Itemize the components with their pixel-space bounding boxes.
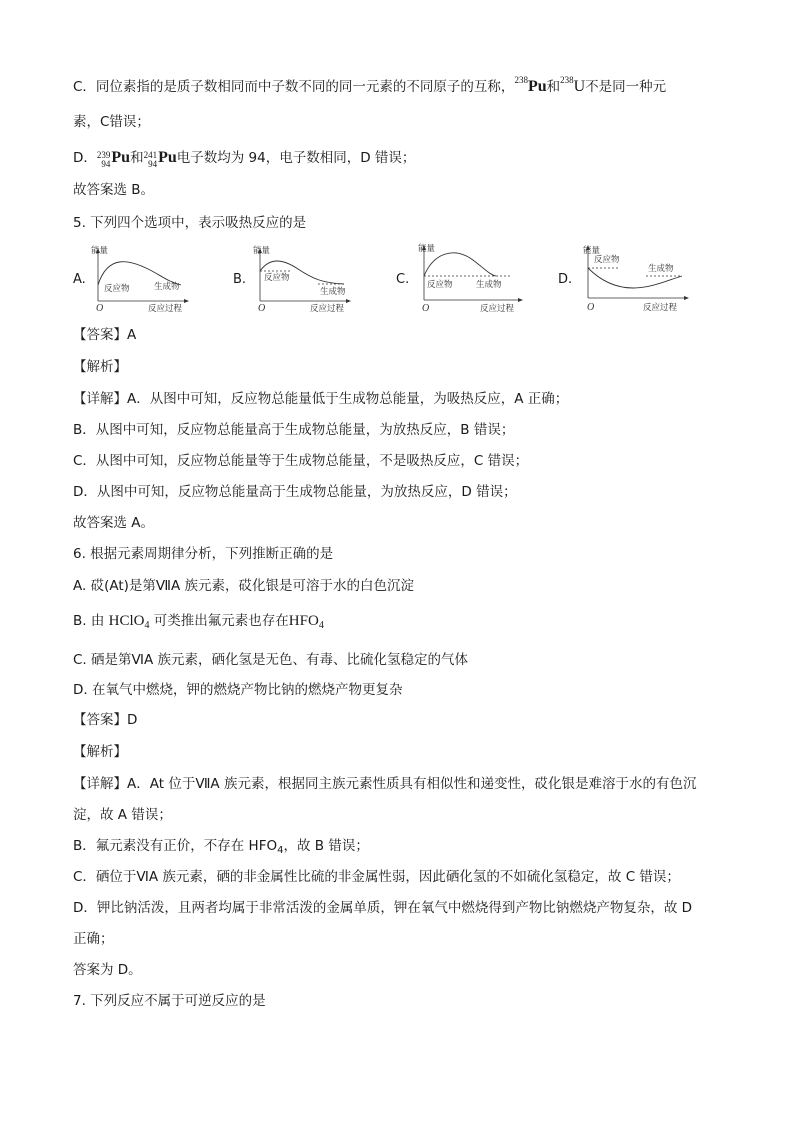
reactant-label: 反应物	[104, 284, 130, 294]
product-label: 生成物	[476, 280, 502, 290]
x-axis-label: 反应过程	[148, 304, 183, 313]
formula-hfo4: $HFO_4$	[288, 613, 324, 631]
origin-label: O	[587, 302, 595, 313]
q7-stem: 7. 下列反应不属于可逆反应的是	[73, 993, 266, 1009]
q5-detail-a: 【详解】A．从图中可知，反应物总能量低于生成物总能量，为吸热反应，A 正确；	[73, 391, 569, 407]
q6-detail-a-line1: 【详解】A．At 位于ⅦA 族元素，根据同主族元素性质具有相似性和递变性，砹化银是难溶于水的有色沉	[73, 776, 697, 792]
q6-stem: 6. 根据元素周期律分析，下列推断正确的是	[73, 546, 334, 562]
q4-option-d: D．239 94Pu和241 94Pu电子数均为 94，电子数相同，D 错误；	[73, 149, 416, 169]
y-axis-label: 能量	[253, 246, 271, 256]
q5-analysis-heading: 【解析】	[73, 359, 127, 375]
q6-detail-d-line1: D．钾比钠活泼，且两者均属于非常活泼的金属单质，钾在氧气中燃烧得到产物比钠燃烧产物复杂，故 D	[73, 900, 693, 916]
origin-label: O	[96, 303, 104, 313]
q5-option-c-letter: C.	[396, 272, 410, 287]
reactant-label: 反应物	[264, 273, 290, 283]
nuclide-pu-239: 239 94Pu	[96, 149, 131, 169]
q6-detail-d-line2: 正确；	[73, 931, 114, 947]
q5-detail-d: D．从图中可知，反应物总能量高于生成物总能量，为放热反应，D 错误；	[73, 484, 517, 500]
q6-option-b: B. 由 HClO$_4$ 可类推出氟元素也存在$HFO_4$	[73, 613, 324, 631]
formula-hclo4: HClO$_4$	[108, 613, 150, 631]
x-axis-label: 反应过程	[310, 304, 345, 313]
q6-analysis-heading: 【解析】	[73, 744, 127, 760]
product-label: 生成物	[648, 264, 674, 274]
x-axis-label: 反应过程	[480, 304, 515, 314]
x-axis-arrow	[518, 298, 523, 302]
q5-option-a-letter: A.	[73, 272, 86, 287]
q5-answer: 【答案】A	[73, 327, 137, 343]
q6-option-d: D. 在氧气中燃烧，钾的燃烧产物比钠的燃烧产物更复杂	[73, 682, 403, 698]
x-axis-arrow	[684, 296, 689, 300]
reactant-label: 反应物	[594, 255, 620, 265]
q6-option-c: C. 硒是第ⅥA 族元素，硒化氢是无色、有毒、比硫化氢稳定的气体	[73, 652, 468, 668]
q6-option-a: A. 砹(At)是第ⅦA 族元素，砹化银是可溶于水的白色沉淀	[73, 578, 415, 594]
q5-option-d-letter: D.	[558, 272, 573, 287]
q5-detail-c: C．从图中可知，反应物总能量等于生成物总能量，不是吸热反应，C 错误；	[73, 453, 529, 469]
q6-detail-b: B．氟元素没有正价，不存在 $HFO_4$，故 B 错误；	[73, 838, 369, 856]
q5-option-b-letter: B.	[233, 272, 247, 287]
q5-option-b-graph	[248, 243, 353, 313]
nuclide-pu-238: $^{238}$Pu	[514, 75, 547, 95]
product-label: 生成物	[320, 287, 346, 297]
energy-curve	[424, 253, 496, 276]
q4-conclusion: 故答案选 B。	[73, 182, 155, 198]
y-axis-label: 能量	[418, 244, 436, 254]
q4-option-c-line2: 素，C错误；	[73, 114, 150, 130]
q4-option-c-line1: C．同位素指的是质子数相同而中子数不同的同一元素的不同原子的互称，$^{238}$Pu和$^{238}$U不是同一种元	[73, 75, 667, 95]
q5-option-c-graph	[412, 240, 527, 314]
origin-label: O	[422, 303, 430, 314]
q6-detail-c: C．硒位于ⅥA 族元素，硒的非金属性比硫的非金属性弱，因此硒化氢的不如硫化氢稳定，故 C 错误；	[73, 869, 680, 885]
q5-option-a-graph	[86, 243, 191, 313]
x-axis-label: 反应过程	[643, 303, 678, 313]
q5-conclusion: 故答案选 A。	[73, 515, 155, 531]
y-axis-label: 能量	[583, 246, 601, 256]
q6-detail-a-line2: 淀，故 A 错误；	[73, 807, 172, 823]
reactant-label: 反应物	[427, 280, 453, 290]
nuclide-pu-241: 241 94Pu	[143, 149, 177, 169]
q6-answer: 【答案】D	[73, 712, 138, 728]
x-axis-arrow	[346, 299, 351, 303]
q5-option-d-graph	[578, 240, 693, 314]
origin-label: O	[258, 303, 266, 313]
y-axis-label: 能量	[91, 246, 109, 256]
q4-c-text: C．同位素指的是质子数相同而中子数不同的同一元素的不同原子的互称，	[73, 79, 515, 95]
q5-detail-b: B．从图中可知，反应物总能量高于生成物总能量，为放热反应，B 错误；	[73, 422, 515, 438]
q6-conclusion: 答案为 D。	[73, 962, 142, 978]
q5-stem: 5. 下列四个选项中，表示吸热反应的是	[73, 215, 307, 231]
x-axis-arrow	[184, 299, 189, 303]
nuclide-u-238: $^{238}$U	[560, 75, 586, 95]
product-label: 生成物	[154, 282, 180, 292]
